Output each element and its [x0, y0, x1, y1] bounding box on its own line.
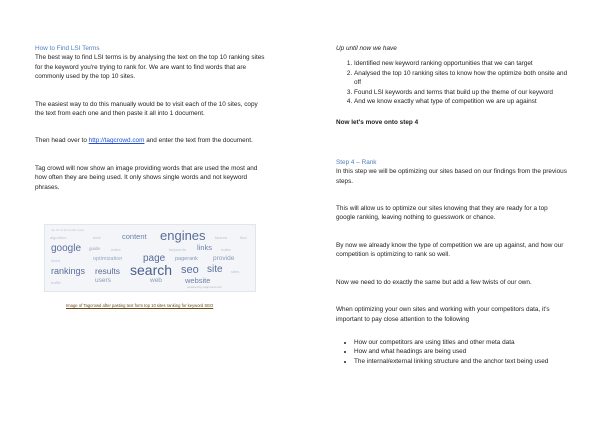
cloud-footer: powered by tagcrowd.com [187, 285, 223, 289]
left-column [35, 44, 267, 192]
step-4-heading: Step 4 – Rank [336, 158, 377, 166]
cloud-word: optimization [93, 256, 123, 262]
cloud-word: guide [89, 246, 101, 251]
paragraph: Then head over to http://tagcrowd.com and enter the text from the document. [35, 137, 253, 145]
cloud-word: rankings [51, 266, 86, 276]
cloud-word: keywords [169, 247, 186, 252]
intro-line: Up until now we have [336, 45, 397, 52]
paragraph: In this step we will be optimizing our sites based on our findings from the previous steps. [336, 168, 567, 185]
tag-cloud-image [44, 224, 256, 292]
cloud-word: website [185, 276, 211, 285]
list-item: 4. And we know exactly what type of competition we are up against [354, 97, 568, 106]
list-item: • How our competitors are using titles and other meta data [354, 338, 568, 347]
cloud-word: sites [231, 269, 240, 274]
cloud-word: web [150, 277, 162, 284]
list-item: 3. Found LSI keywords and terms that build up the theme of our keyword [354, 88, 568, 97]
section-heading-lsi: How to Find LSI Terms [35, 45, 100, 52]
paragraph: By now we already know the type of competition we are up against, and how our competition is optimizing to rank so well. [336, 241, 564, 259]
cloud-word: google [51, 243, 82, 254]
cloud-word: search [130, 262, 173, 278]
paragraph: Tag crowd will now show an image providing words that are used the most and how often they are being used. It only shows single words and not keyword phrases. [35, 164, 258, 191]
move-on-line: Now let's move onto step 4 [336, 119, 419, 127]
image-caption: Image of Tagcrowd after pasting text form top 10 sites ranking for keyword SEO [66, 303, 214, 308]
list-item: 2. Analysed the top 10 ranking sites to know how the optimize both onsite and off [354, 69, 568, 88]
cloud-word: page [143, 253, 166, 264]
paragraph: The best way to find LSI terms is by analysing the text on the top 10 ranking sites for the keyword you're trying to rank for. We are want to find words that are commonly used by the top 10 sites. [35, 54, 265, 81]
cloud-word: index [111, 247, 121, 252]
cloud-word: site [207, 264, 223, 275]
cloud-word: need [51, 258, 60, 263]
cloud-word: find [240, 235, 247, 240]
cloud-word: traffic [51, 280, 61, 285]
attention-bullets [336, 338, 568, 366]
right-column [336, 44, 568, 366]
paragraph: When optimizing your own sites and working with your competitors data, it's important to pay close attention to the following [336, 306, 550, 323]
cloud-word: factors [215, 235, 228, 240]
cloud-word: results [95, 266, 121, 276]
cloud-word: make [221, 247, 231, 252]
list-item: 1. Identified new keyword ranking opportunities that we can target [354, 59, 568, 68]
cloud-word: seo [181, 264, 199, 276]
paragraph: Now we need to do exactly the same but add a few twists of our own. [336, 278, 532, 286]
paragraph: This will allow us to optimize our sites knowing that they are ready for a top google ranking, leaving nothing to guesswork or chance. [336, 205, 548, 222]
summary-list [336, 59, 568, 106]
cloud-word: content [122, 232, 147, 241]
cloud-header: top 10 of 10 results (seo) [51, 228, 85, 232]
cloud-word: users [95, 277, 111, 284]
cloud-word: pagerank [175, 256, 198, 262]
cloud-word: provide [213, 255, 235, 262]
list-item: • How and what headings are being used [354, 347, 568, 356]
cloud-word: algorithm [50, 235, 67, 240]
tagcrowd-link[interactable]: http://tagcrowd.com [88, 137, 145, 145]
list-item: • The internal/external linking structure and the anchor text being used [354, 357, 568, 366]
paragraph: The easiest way to do this manually would be to visit each of the 10 sites, copy the text from each one and then paste it all into 1 document. [35, 100, 258, 118]
cloud-word: links [197, 243, 213, 252]
cloud-word: engines [160, 228, 206, 243]
cloud-word: best [93, 235, 101, 240]
